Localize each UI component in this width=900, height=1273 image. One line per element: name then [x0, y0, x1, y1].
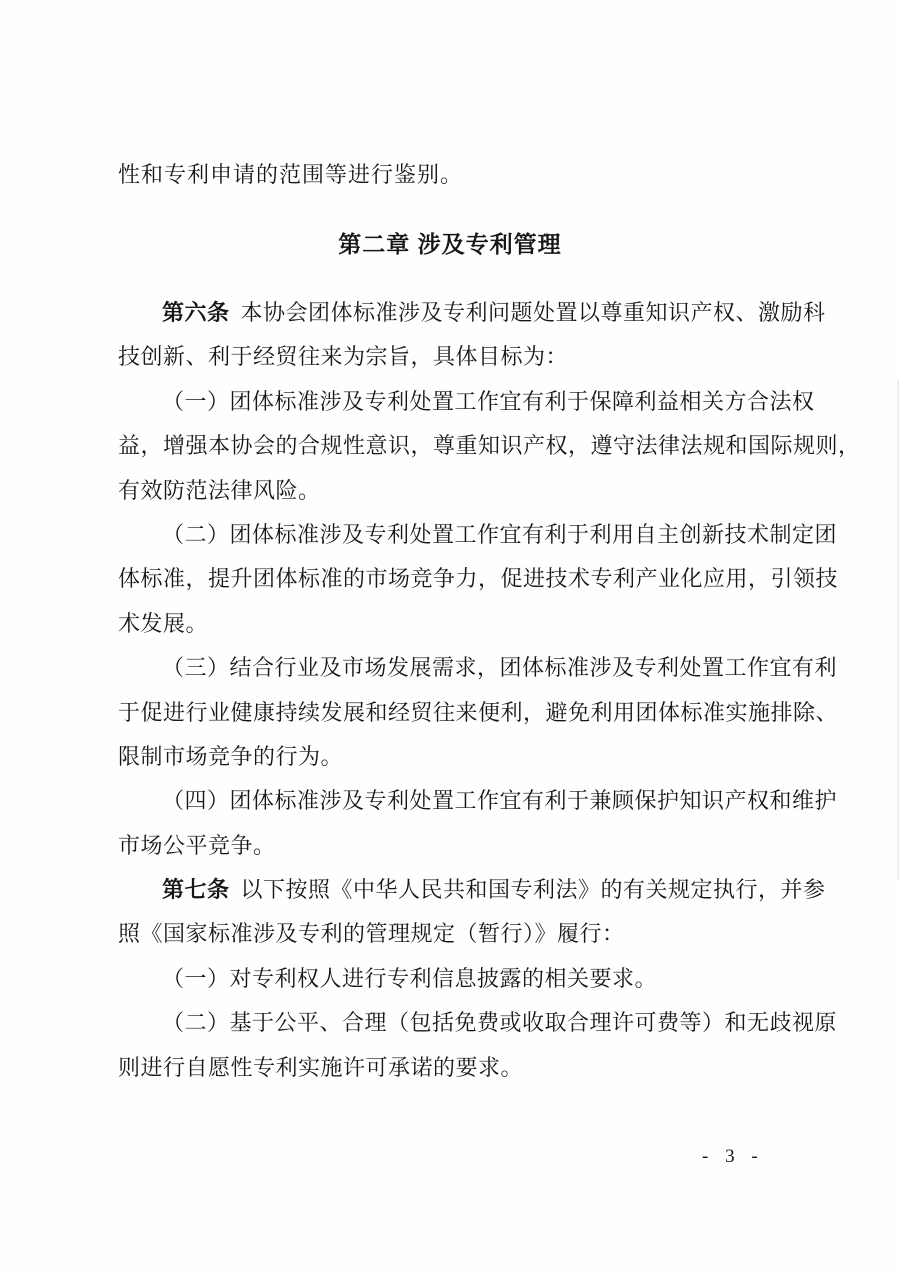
body-text-line: [118, 646, 838, 690]
body-text-line: [118, 291, 826, 335]
line-text: 体标准，提升团体标准的市场竞争力，促进技术专利产业化应用，引领技: [118, 566, 839, 592]
line-text: （一）团体标准涉及专利处置工作宜有利于保障利益相关方合法权: [162, 388, 815, 414]
line-text: 于促进行业健康持续发展和经贸往来便利，避免利用团体标准实施排除、: [118, 699, 839, 725]
line-text: （一）对专利权人进行专利信息披露的相关要求。: [162, 965, 658, 991]
line-text: （四）团体标准涉及专利处置工作宜有利于兼顾保护知识产权和维护: [162, 788, 838, 814]
body-text-line: [118, 779, 838, 823]
document-body: [118, 291, 861, 1090]
body-text-line: [118, 469, 818, 513]
body-text-line: [118, 912, 818, 956]
body-text-line: [118, 868, 826, 912]
chapter-heading: 第二章 涉及专利管理: [338, 231, 562, 257]
page-number: - 3 -: [702, 1146, 764, 1167]
body-text-line: [118, 1001, 838, 1045]
line-text: 术发展。: [118, 610, 209, 636]
body-text-line: [118, 513, 838, 557]
line-text: 技创新、利于经贸往来为宗旨，具体目标为：: [118, 344, 569, 370]
body-text-line: [118, 602, 818, 646]
line-text: 有效防范法律风险。: [118, 477, 321, 503]
body-text-line: [118, 557, 839, 601]
line-text: （二）基于公平、合理（包括免费或收取合理许可费等）和无歧视原: [162, 1010, 838, 1036]
article-number-prefix: 第六条: [162, 300, 230, 325]
body-text-line: [118, 335, 818, 379]
article-number-prefix: 第七条: [162, 877, 230, 903]
body-text-line: [118, 824, 818, 868]
line-text: 市场公平竞争。: [118, 832, 276, 858]
line-text: （二）团体标准涉及专利处置工作宜有利于利用自主创新技术制定团: [162, 521, 838, 547]
line-text: 照《国家标准涉及专利的管理规定（暂行）》履行：: [118, 921, 625, 947]
body-text-line: [118, 380, 818, 424]
body-text-line: [118, 1046, 818, 1090]
scan-edge-artifact: [897, 380, 899, 880]
line-text: 本协会团体标准涉及专利问题处置以尊重知识产权、激励科: [240, 300, 826, 325]
line-text: 以下按照《中华人民共和国专利法》的有关规定执行，并参: [240, 877, 826, 903]
line-text: 则进行自愿性专利实施许可承诺的要求。: [118, 1054, 524, 1080]
body-text-line: [118, 691, 839, 735]
body-text-line: [118, 957, 818, 1001]
body-text-line: [118, 735, 818, 779]
line-text: 益，增强本协会的合规性意识，尊重知识产权，遵守法律法规和国际规则，: [118, 433, 861, 459]
line-text: 限制市场竞争的行为。: [118, 743, 344, 769]
line-text: （三）结合行业及市场发展需求，团体标准涉及专利处置工作宜有利: [162, 655, 838, 681]
body-text-line: [118, 424, 861, 468]
carryover-text-line: 性和专利申请的范围等进行鉴别。: [118, 162, 464, 187]
